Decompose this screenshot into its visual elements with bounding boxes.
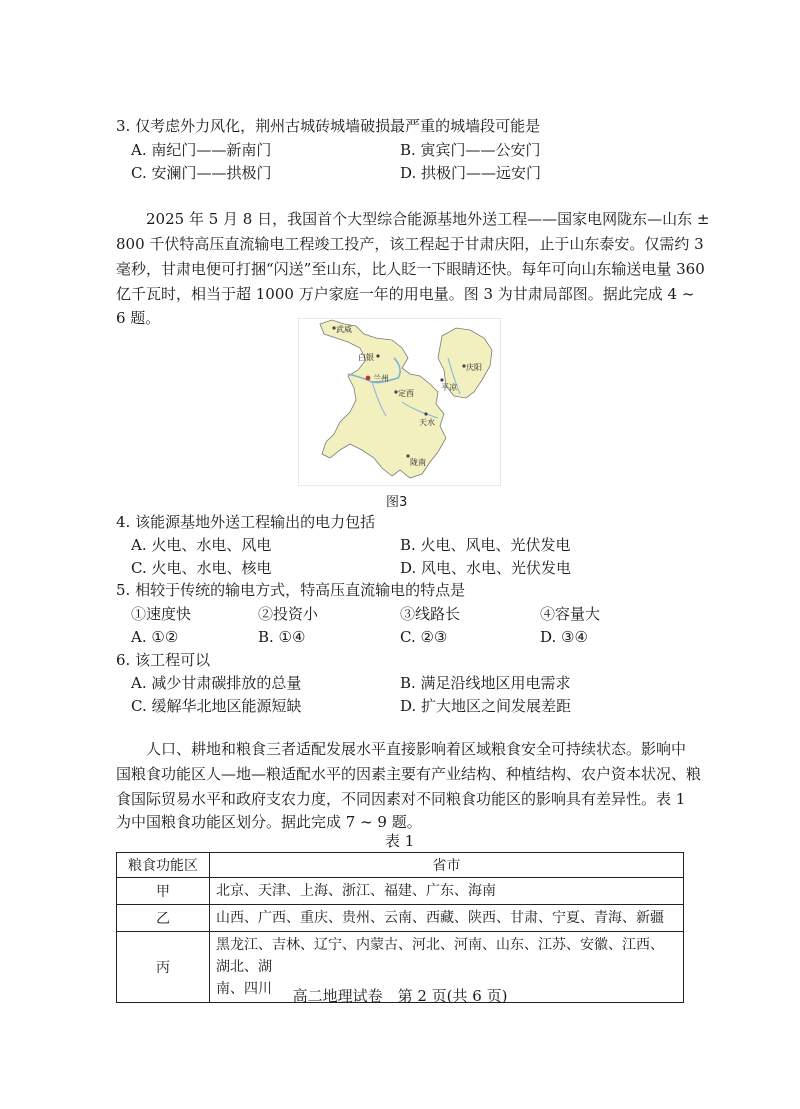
passage1-line-1: 2025 年 5 月 8 日，我国首个大型综合能源基地外送工程——国家电网陇东—山东 ±: [146, 210, 710, 228]
figure3-caption: 图3: [386, 495, 408, 510]
q4-option-c: C. 火电、水电、核电: [131, 559, 272, 577]
q5-option-d: D. ③④: [540, 628, 588, 646]
q5-item-2: ②投资小: [258, 605, 319, 623]
table-row: [117, 878, 684, 905]
gansu-map: [298, 318, 501, 486]
provinces-cell: [210, 878, 684, 905]
lanzhou-marker: [366, 376, 371, 381]
header-zone: 粮食功能区: [117, 853, 210, 878]
q6-option-a: A. 减少甘肃碳排放的总量: [131, 674, 302, 692]
header-provinces: 省市: [210, 853, 684, 878]
q5-item-1: ①速度快: [131, 605, 192, 623]
q3-option-c: C. 安澜门——拱极门: [131, 164, 272, 182]
q6-option-d: D. 扩大地区之间发展差距: [400, 697, 572, 715]
q6-option-c: C. 缓解华北地区能源短缺: [131, 697, 302, 715]
table-row: [117, 905, 684, 932]
q6-option-b: B. 满足沿线地区用电需求: [400, 674, 571, 692]
passage1-line-4: 亿千瓦时，相当于超 1000 万户家庭一年的用电量。图 3 为甘肃局部图。据此完成 4 ~: [116, 285, 695, 303]
passage1-line-3: 毫秒，甘肃电便可打捆“闪送”至山东，比人眨一下眼睛还快。每年可向山东输送电量 360: [116, 260, 705, 278]
passage1-line-2: 800 千伏特高压直流输电工程竣工投产，该工程起于甘肃庆阳，止于山东泰安。仅需约 3: [116, 235, 704, 253]
grain-zone-table: [116, 852, 684, 1003]
q5-item-4: ④容量大: [540, 605, 601, 623]
q4-option-b: B. 火电、风电、光伏发电: [400, 536, 571, 554]
pingliang-marker: [440, 378, 443, 381]
passage2-line-1: 人口、耕地和粮食三者适配发展水平直接影响着区域粮食安全可持续状态。影响中: [146, 740, 687, 758]
table-header-row: [117, 853, 684, 878]
q5-option-a: A. ①②: [131, 628, 179, 646]
page-footer: 高二地理试卷 第 2 页(共 6 页): [292, 987, 508, 1005]
q5-option-b: B. ①④: [258, 628, 306, 646]
q5-stem: 5. 相较于传统的输电方式，特高压直流输电的特点是: [116, 581, 466, 599]
map-label-dingxi: 定西: [398, 389, 414, 398]
provinces-text: 山西、广西、重庆、贵州、云南、西藏、陕西、甘肃、宁夏、青海、新疆: [216, 910, 664, 926]
passage2-line-4: 为中国粮食功能区划分。据此完成 7 ~ 9 题。: [116, 813, 422, 831]
q4-option-d: D. 风电、水电、光伏发电: [400, 559, 572, 577]
table1-caption: 表 1: [385, 832, 415, 850]
map-label-pingliang: 平凉: [441, 383, 457, 392]
passage1-line-5: 6 题。: [116, 309, 161, 327]
map-label-qingyang: 庆阳: [466, 363, 482, 372]
q3-stem: 3. 仅考虑外力风化，荆州古城砖城墙破损最严重的城墙段可能是: [116, 117, 541, 135]
zone-cell: 乙: [117, 905, 210, 932]
zone-cell: 甲: [117, 878, 210, 905]
q4-stem: 4. 该能源基地外送工程输出的电力包括: [116, 513, 376, 531]
map-label-baiyin: 白银: [358, 353, 374, 362]
map-label-longnan: 陇南: [410, 458, 426, 467]
provinces-text: 北京、天津、上海、浙江、福建、广东、海南: [216, 883, 496, 899]
zone-cell: 丙: [117, 932, 210, 1003]
q4-option-a: A. 火电、水电、风电: [131, 536, 272, 554]
map-label-tianshui: 天水: [419, 418, 435, 427]
map-label-lanzhou: 兰州: [373, 374, 389, 383]
passage2-line-2: 国粮食功能区人—地—粮适配水平的因素主要有产业结构、种植结构、农户资本状况、粮: [116, 765, 702, 783]
tianshui-marker: [424, 412, 427, 415]
q5-item-3: ③线路长: [400, 605, 461, 623]
passage2-line-3: 食国际贸易水平和政府支农力度，不同因素对不同粮食功能区的影响具有差异性。表 1: [116, 790, 686, 808]
map-label-wuwei: 武威: [336, 325, 352, 334]
provinces-cell: [210, 905, 684, 932]
q5-option-c: C. ②③: [400, 628, 448, 646]
baiyin-marker: [376, 354, 379, 357]
provinces-text-line-1: 黑龙江、吉林、辽宁、内蒙古、河北、河南、山东、江苏、安徽、江西、湖北、湖: [216, 937, 664, 975]
q3-option-d: D. 拱极门——远安门: [400, 164, 542, 182]
q3-option-b: B. 寅宾门——公安门: [400, 141, 541, 159]
provinces-text-line-2: 南、四川: [216, 981, 272, 997]
q3-option-a: A. 南纪门——新南门: [131, 141, 272, 159]
q6-stem: 6. 该工程可以: [116, 651, 211, 669]
